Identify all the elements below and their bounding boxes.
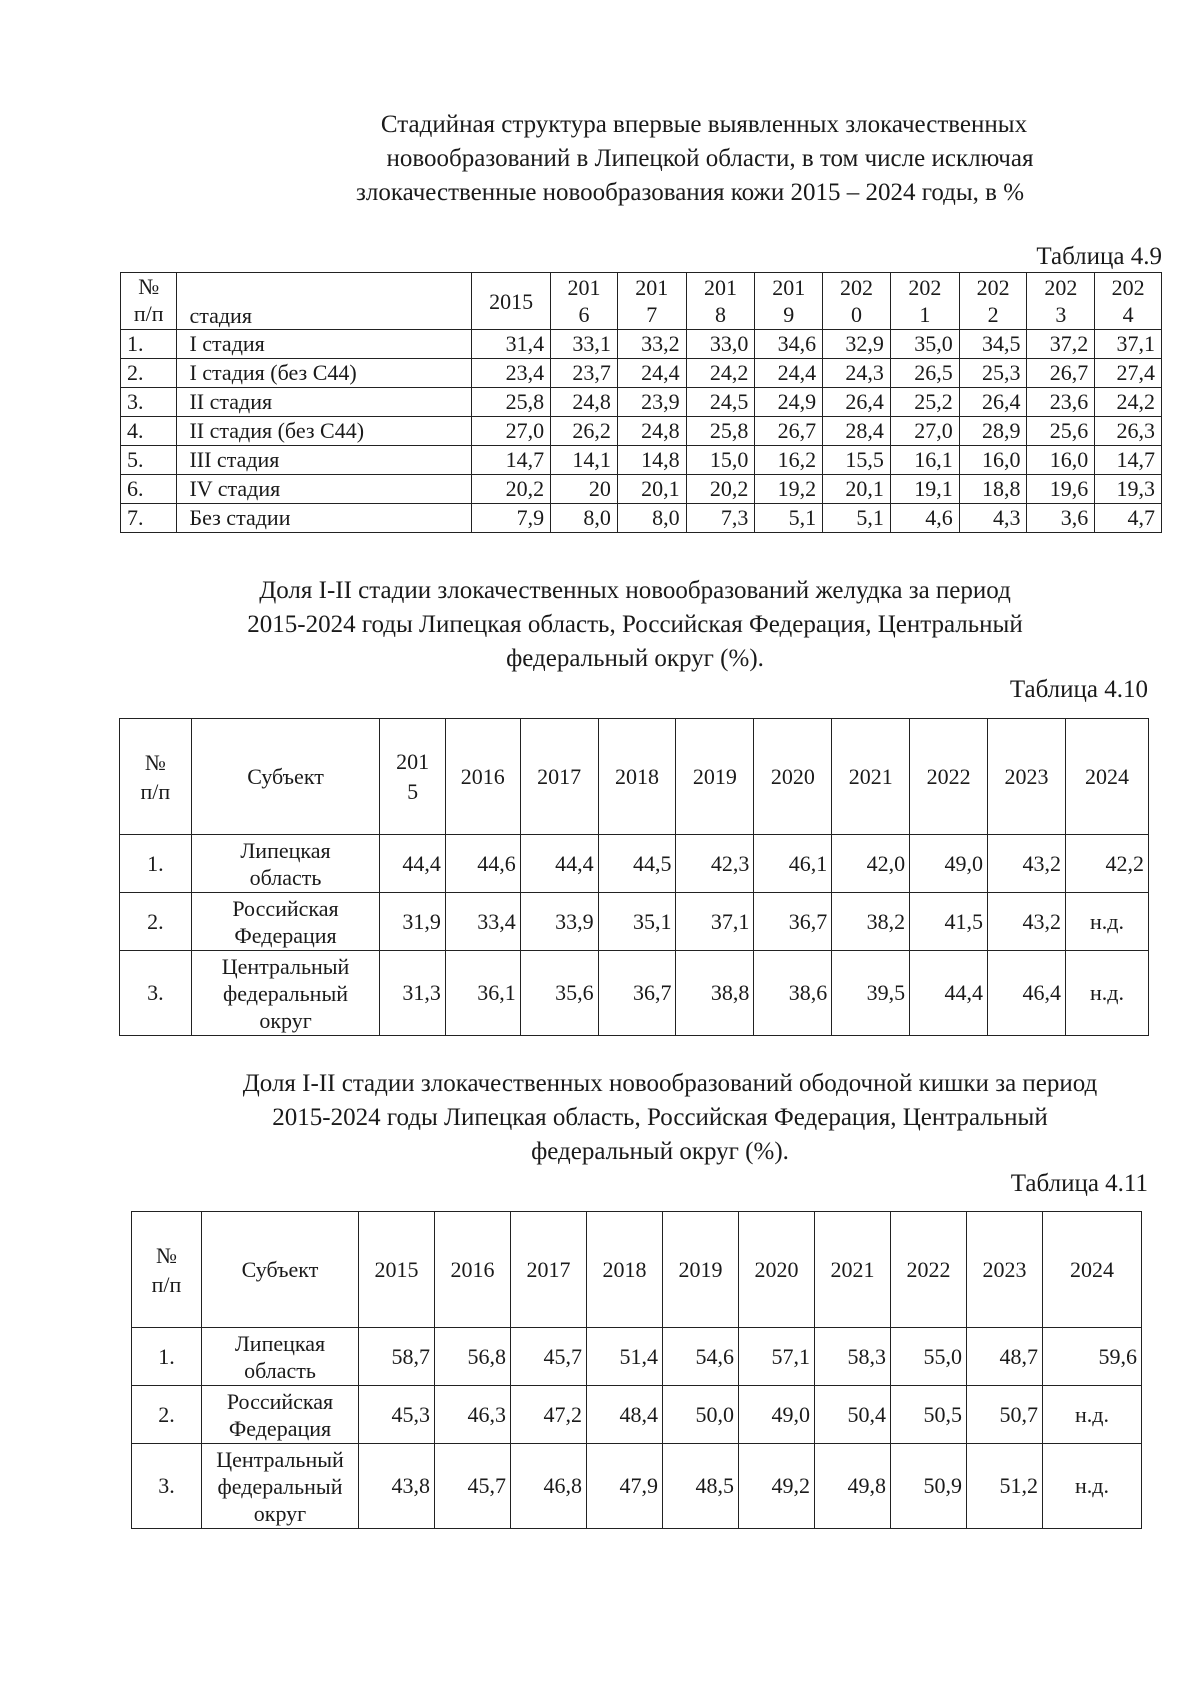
value-cell: 4,3 [959, 504, 1027, 533]
value-cell: 45,7 [511, 1328, 587, 1386]
t411-header-year: 2024 [1043, 1212, 1142, 1328]
value-cell: 24,4 [755, 359, 823, 388]
value-cell: 32,9 [823, 330, 891, 359]
value-cell: 24,3 [823, 359, 891, 388]
t49-title [250, 108, 1130, 210]
value-cell: 48,4 [587, 1386, 663, 1444]
subject-line: округ [259, 1007, 312, 1033]
t410-title-line: 2015-2024 годы Липецкая область, Российская Федерация, Центральный [247, 611, 1023, 638]
header-year-part: 201 [396, 748, 430, 774]
stage-label: II стадия [177, 388, 472, 417]
value-cell: 25,3 [959, 359, 1027, 388]
value-cell: 43,2 [988, 835, 1066, 893]
table-row [121, 417, 1162, 446]
value-cell: 31,9 [380, 893, 446, 951]
value-cell: 49,0 [739, 1386, 815, 1444]
value-cell: 20,1 [617, 475, 686, 504]
value-cell: 45,7 [435, 1444, 511, 1529]
value-cell: 18,8 [959, 475, 1027, 504]
row-number: 3. [120, 951, 192, 1036]
value-cell: 33,9 [520, 893, 598, 951]
value-cell: 19,6 [1027, 475, 1095, 504]
value-cell: 27,0 [890, 417, 959, 446]
t411-header-subject: Субъект [202, 1212, 359, 1328]
row-number: 3. [121, 388, 177, 417]
value-cell: 19,1 [890, 475, 959, 504]
t410-title-line: Доля I-II стадии злокачественных новообразований желудка за период [259, 577, 1011, 604]
value-cell: 16,2 [755, 446, 823, 475]
value-cell: 49,0 [910, 835, 988, 893]
stage-label: I стадия [177, 330, 472, 359]
value-cell: 38,8 [676, 951, 754, 1036]
value-cell: 44,4 [380, 835, 446, 893]
header-year-part: 2015 [489, 288, 534, 314]
header-num-line: п/п [151, 1271, 182, 1297]
subject-line: область [249, 864, 322, 890]
t410-table [119, 718, 1149, 1036]
value-cell: 54,6 [663, 1328, 739, 1386]
header-year-part: 202 [1111, 275, 1145, 300]
t49-title-line: злокачественные новообразования кожи 2015 – 2024 годы, в % [355, 179, 1025, 206]
value-cell: 26,5 [890, 359, 959, 388]
value-cell: 48,5 [663, 1444, 739, 1529]
value-cell: 42,2 [1065, 835, 1148, 893]
value-cell: 58,7 [359, 1328, 435, 1386]
header-year-part: 7 [646, 302, 658, 327]
row-number: 2. [121, 359, 177, 388]
table-row [121, 504, 1162, 533]
t410-table-number: Таблица 4.10 [1009, 676, 1148, 703]
header-year-part: 4 [1122, 302, 1134, 327]
value-cell: 34,6 [755, 330, 823, 359]
value-cell: 39,5 [832, 951, 910, 1036]
t411-header-year: 2017 [511, 1212, 587, 1328]
t49-header-year [551, 273, 618, 330]
value-cell: 28,9 [959, 417, 1027, 446]
t410-header-year: 2021 [832, 719, 910, 835]
value-cell: 36,1 [445, 951, 520, 1036]
value-cell: 25,8 [472, 388, 551, 417]
value-cell: 24,5 [686, 388, 755, 417]
value-cell: 8,0 [551, 504, 618, 533]
value-cell: 23,7 [551, 359, 618, 388]
value-cell: 20,2 [472, 475, 551, 504]
value-cell: 27,0 [472, 417, 551, 446]
value-cell: н.д. [1065, 893, 1148, 951]
value-cell: 20 [551, 475, 618, 504]
value-cell: 5,1 [823, 504, 891, 533]
value-cell: 46,1 [754, 835, 832, 893]
value-cell: 43,2 [988, 893, 1066, 951]
t49-body [121, 330, 1162, 533]
value-cell: 23,9 [617, 388, 686, 417]
row-number: 4. [121, 417, 177, 446]
t411-header-year: 2016 [435, 1212, 511, 1328]
value-cell: 37,2 [1027, 330, 1095, 359]
value-cell: 3,6 [1027, 504, 1095, 533]
value-cell: 15,5 [823, 446, 891, 475]
header-year-part: 202 [908, 275, 942, 300]
header-num-line: п/п [133, 301, 164, 326]
subject-line: Российская [226, 1388, 334, 1414]
value-cell: 14,7 [1095, 446, 1162, 475]
t411-table-number: Таблица 4.11 [1010, 1170, 1148, 1197]
t411-table [131, 1211, 1142, 1529]
t410-title [150, 574, 1100, 676]
value-cell: 20,1 [823, 475, 891, 504]
value-cell: н.д. [1043, 1386, 1142, 1444]
value-cell: 38,2 [832, 893, 910, 951]
subject-line: федеральный [223, 980, 349, 1006]
value-cell: 35,6 [520, 951, 598, 1036]
t411-header-year: 2021 [815, 1212, 891, 1328]
value-cell: 41,5 [910, 893, 988, 951]
value-cell: н.д. [1043, 1444, 1142, 1529]
subject-cell [202, 1328, 359, 1386]
subject-line: Центральный [216, 1446, 344, 1472]
row-number: 2. [132, 1386, 202, 1444]
value-cell: 55,0 [891, 1328, 967, 1386]
t411-header-num [132, 1212, 202, 1328]
value-cell: н.д. [1065, 951, 1148, 1036]
value-cell: 42,3 [676, 835, 754, 893]
value-cell: 33,2 [617, 330, 686, 359]
t411-title [140, 1067, 1160, 1169]
value-cell: 23,6 [1027, 388, 1095, 417]
value-cell: 59,6 [1043, 1328, 1142, 1386]
value-cell: 4,6 [890, 504, 959, 533]
header-year-part: 201 [635, 275, 669, 300]
subject-line: Центральный [221, 953, 350, 979]
value-cell: 26,7 [755, 417, 823, 446]
subject-line: Липецкая [240, 837, 331, 863]
value-cell: 24,2 [686, 359, 755, 388]
t49-header-year [617, 273, 686, 330]
value-cell: 45,3 [359, 1386, 435, 1444]
row-number: 1. [120, 835, 192, 893]
header-year-part: 8 [715, 302, 727, 327]
value-cell: 50,5 [891, 1386, 967, 1444]
value-cell: 19,3 [1095, 475, 1162, 504]
value-cell: 8,0 [617, 504, 686, 533]
header-num-line: № [156, 1242, 177, 1268]
value-cell: 25,6 [1027, 417, 1095, 446]
value-cell: 35,0 [890, 330, 959, 359]
table-row [121, 388, 1162, 417]
t411-header-year: 2018 [587, 1212, 663, 1328]
value-cell: 58,3 [815, 1328, 891, 1386]
t49-header-num [121, 273, 177, 330]
value-cell: 19,2 [755, 475, 823, 504]
value-cell: 25,8 [686, 417, 755, 446]
value-cell: 42,0 [832, 835, 910, 893]
t411-header-year: 2022 [891, 1212, 967, 1328]
t411-title-line: Доля I-II стадии злокачественных новообразований ободочной кишки за период [242, 1070, 1098, 1097]
value-cell: 51,2 [967, 1444, 1043, 1529]
stage-label: III стадия [177, 446, 472, 475]
header-year-part: 201 [567, 275, 601, 300]
t410-header-year [380, 719, 446, 835]
header-year-part: 201 [772, 275, 806, 300]
value-cell: 25,2 [890, 388, 959, 417]
value-cell: 33,4 [445, 893, 520, 951]
table-row [132, 1444, 1142, 1529]
value-cell: 7,3 [686, 504, 755, 533]
value-cell: 24,8 [617, 417, 686, 446]
t410-header-year: 2024 [1065, 719, 1148, 835]
value-cell: 24,2 [1095, 388, 1162, 417]
table-row [120, 951, 1149, 1036]
value-cell: 26,4 [959, 388, 1027, 417]
value-cell: 34,5 [959, 330, 1027, 359]
value-cell: 26,4 [823, 388, 891, 417]
value-cell: 26,3 [1095, 417, 1162, 446]
subject-cell [191, 951, 380, 1036]
value-cell: 50,0 [663, 1386, 739, 1444]
header-year-part: 201 [704, 275, 738, 300]
value-cell: 51,4 [587, 1328, 663, 1386]
value-cell: 35,1 [598, 893, 676, 951]
t49-header-year [472, 273, 551, 330]
header-year-part: 5 [407, 778, 419, 804]
row-number: 7. [121, 504, 177, 533]
value-cell: 33,1 [551, 330, 618, 359]
value-cell: 44,4 [910, 951, 988, 1036]
value-cell: 56,8 [435, 1328, 511, 1386]
t49-header-year [1027, 273, 1095, 330]
value-cell: 27,4 [1095, 359, 1162, 388]
t410-header-subject: Субъект [191, 719, 380, 835]
value-cell: 44,5 [598, 835, 676, 893]
value-cell: 28,4 [823, 417, 891, 446]
value-cell: 38,6 [754, 951, 832, 1036]
t49-header-year [823, 273, 891, 330]
t410-header-year: 2016 [445, 719, 520, 835]
value-cell: 5,1 [755, 504, 823, 533]
value-cell: 36,7 [754, 893, 832, 951]
value-cell: 46,3 [435, 1386, 511, 1444]
value-cell: 4,7 [1095, 504, 1162, 533]
stage-label: I стадия (без С44) [177, 359, 472, 388]
stage-label: IV стадия [177, 475, 472, 504]
t49-title-line: новообразований в Липецкой области, в том числе исключая [386, 145, 1034, 172]
value-cell: 37,1 [676, 893, 754, 951]
value-cell: 26,7 [1027, 359, 1095, 388]
value-cell: 14,1 [551, 446, 618, 475]
subject-cell [202, 1386, 359, 1444]
t49-header-row [121, 273, 1162, 330]
value-cell: 24,4 [617, 359, 686, 388]
t411-title-line: 2015-2024 годы Липецкая область, Российская Федерация, Центральный [272, 1104, 1048, 1131]
value-cell: 37,1 [1095, 330, 1162, 359]
value-cell: 50,4 [815, 1386, 891, 1444]
table-row [121, 475, 1162, 504]
t49-header-stage: стадия [177, 273, 472, 330]
value-cell: 36,7 [598, 951, 676, 1036]
subject-line: Федерация [228, 1415, 332, 1441]
value-cell: 16,0 [959, 446, 1027, 475]
t410-header-year: 2023 [988, 719, 1066, 835]
header-year-part: 202 [1044, 275, 1078, 300]
value-cell: 15,0 [686, 446, 755, 475]
value-cell: 24,9 [755, 388, 823, 417]
subject-line: округ [253, 1500, 307, 1526]
value-cell: 57,1 [739, 1328, 815, 1386]
t49-header-year [1095, 273, 1162, 330]
value-cell: 7,9 [472, 504, 551, 533]
header-year-part: 2 [987, 302, 999, 327]
value-cell: 49,8 [815, 1444, 891, 1529]
value-cell: 14,8 [617, 446, 686, 475]
value-cell: 24,8 [551, 388, 618, 417]
table-row [120, 893, 1149, 951]
table-row [121, 330, 1162, 359]
value-cell: 23,4 [472, 359, 551, 388]
t410-header-year: 2020 [754, 719, 832, 835]
value-cell: 14,7 [472, 446, 551, 475]
t410-header-year: 2018 [598, 719, 676, 835]
value-cell: 26,2 [551, 417, 618, 446]
row-number: 5. [121, 446, 177, 475]
t410-header-year: 2019 [676, 719, 754, 835]
subject-line: федеральный [217, 1473, 343, 1499]
t49-table-number: Таблица 4.9 [1036, 243, 1162, 270]
t49-header-year [755, 273, 823, 330]
header-year-part: 202 [976, 275, 1010, 300]
t49-header-year [959, 273, 1027, 330]
header-num-line: № [144, 749, 166, 775]
t411-header-year: 2019 [663, 1212, 739, 1328]
subject-line: Федерация [234, 922, 337, 948]
table-row [132, 1328, 1142, 1386]
header-year-part: 202 [840, 275, 874, 300]
t411-header-year: 2020 [739, 1212, 815, 1328]
stage-label: Без стадии [177, 504, 472, 533]
value-cell: 31,4 [472, 330, 551, 359]
value-cell: 43,8 [359, 1444, 435, 1529]
t49-header-year [686, 273, 755, 330]
t411-title-line: федеральный округ (%). [531, 1138, 789, 1165]
header-year-part: 3 [1055, 302, 1067, 327]
t49-table [120, 272, 1162, 533]
table-row [121, 359, 1162, 388]
row-number: 2. [120, 893, 192, 951]
t411-body [132, 1328, 1142, 1529]
table-row [120, 835, 1149, 893]
row-number: 1. [132, 1328, 202, 1386]
t410-header-year: 2017 [520, 719, 598, 835]
subject-line: Российская [232, 895, 339, 921]
header-num-line: п/п [140, 778, 171, 804]
t411-header-year: 2015 [359, 1212, 435, 1328]
value-cell: 46,4 [988, 951, 1066, 1036]
t410-body [120, 835, 1149, 1036]
value-cell: 33,0 [686, 330, 755, 359]
subject-line: Липецкая [234, 1330, 326, 1356]
subject-cell [191, 893, 380, 951]
header-year-part: 9 [783, 302, 795, 327]
row-number: 1. [121, 330, 177, 359]
t410-header-row [120, 719, 1149, 835]
value-cell: 44,4 [520, 835, 598, 893]
subject-cell [202, 1444, 359, 1529]
header-num-line: № [138, 274, 160, 299]
value-cell: 16,1 [890, 446, 959, 475]
t411-header-year: 2023 [967, 1212, 1043, 1328]
table-row [121, 446, 1162, 475]
header-year-part: 6 [578, 302, 590, 327]
t49-header-year [890, 273, 959, 330]
table-row [132, 1386, 1142, 1444]
header-year-part: 0 [851, 302, 863, 327]
value-cell: 44,6 [445, 835, 520, 893]
row-number: 3. [132, 1444, 202, 1529]
value-cell: 50,9 [891, 1444, 967, 1529]
value-cell: 20,2 [686, 475, 755, 504]
value-cell: 16,0 [1027, 446, 1095, 475]
value-cell: 47,2 [511, 1386, 587, 1444]
value-cell: 50,7 [967, 1386, 1043, 1444]
value-cell: 47,9 [587, 1444, 663, 1529]
stage-label: II стадия (без С44) [177, 417, 472, 446]
t410-title-line: федеральный округ (%). [506, 645, 764, 672]
subject-line: область [244, 1357, 316, 1383]
t411-header-row [132, 1212, 1142, 1328]
t410-header-num [120, 719, 192, 835]
value-cell: 48,7 [967, 1328, 1043, 1386]
subject-cell [191, 835, 380, 893]
value-cell: 46,8 [511, 1444, 587, 1529]
row-number: 6. [121, 475, 177, 504]
t49-title-line: Стадийная структура впервые выявленных злокачественных [380, 111, 1028, 138]
t410-header-year: 2022 [910, 719, 988, 835]
header-year-part: 1 [919, 302, 931, 327]
value-cell: 31,3 [380, 951, 446, 1036]
value-cell: 49,2 [739, 1444, 815, 1529]
